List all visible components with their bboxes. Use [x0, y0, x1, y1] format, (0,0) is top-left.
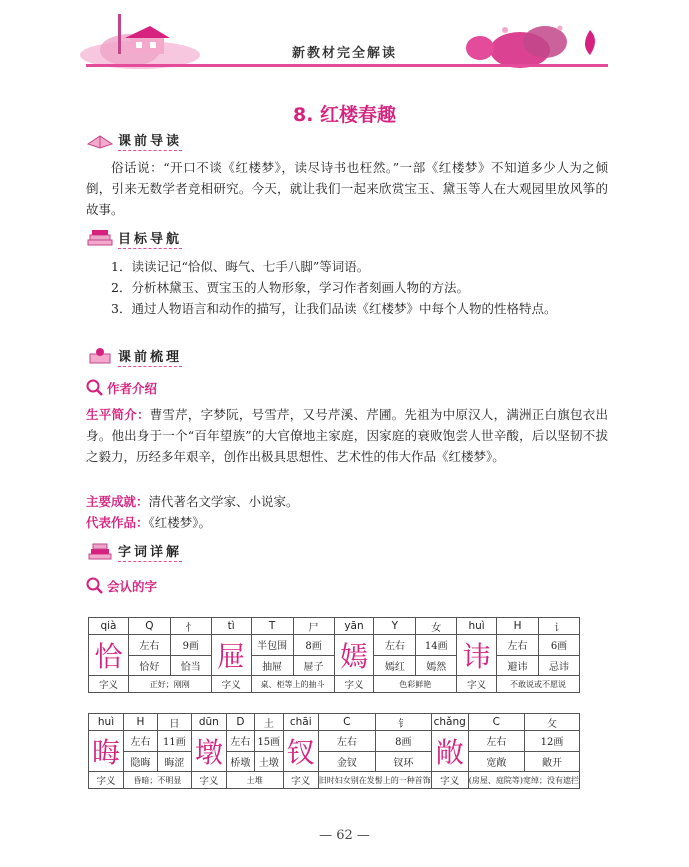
word-cell: 抽屉 — [251, 655, 293, 676]
word-cell: 隐晦 — [124, 751, 158, 772]
meaning-label: 字义 — [457, 676, 497, 693]
letter-cell: T — [251, 618, 293, 635]
meaning-label: 字义 — [211, 676, 251, 693]
goal-item: 3．通过人物语言和动作的描写，让我们品读《红楼梦》中每个人物的性格特点。 — [111, 301, 557, 316]
strokes-cell: 9画 — [170, 635, 211, 656]
meaning-cell: 色彩鲜艳 — [374, 676, 457, 693]
lesson-title: 8. 红楼春趣 — [292, 104, 397, 126]
flower-book-icon — [86, 346, 114, 366]
meaning-row — [89, 772, 580, 789]
letter-cell: H — [497, 618, 539, 635]
section-vocab-heading — [86, 539, 182, 563]
radical-cell: 讠 — [539, 618, 580, 635]
word-cell: 忌讳 — [539, 655, 580, 676]
letter-cell: Q — [128, 618, 170, 635]
goal-item: 1．读读记记“恰似、晦气、七手八脚”等词语。 — [111, 259, 370, 274]
char-table-2 — [88, 713, 580, 789]
radical-cell: 忄 — [170, 618, 211, 635]
vocab-subtitle: 会认的字 — [107, 579, 158, 594]
goal-item: 2．分析林黛玉、贾宝玉的人物形象，学习作者刻画人物的方法。 — [111, 280, 469, 295]
magnifier-icon — [86, 577, 104, 595]
big-character: 敞 — [431, 731, 468, 772]
meaning-cell: 不敢说或不愿说 — [497, 676, 580, 693]
meaning-label: 字义 — [89, 772, 124, 789]
pinyin-cell: huì — [89, 714, 124, 731]
meaning-label: 字义 — [431, 772, 468, 789]
words-row — [89, 751, 580, 772]
pinyin-cell: yān — [334, 618, 374, 635]
meaning-cell: 桌、柜等上的抽斗 — [251, 676, 334, 693]
book-icon — [86, 130, 114, 150]
pinyin-cell: huì — [457, 618, 497, 635]
word-cell: 桥墩 — [226, 751, 254, 772]
radical-cell: 土 — [254, 714, 283, 731]
guide-paragraph: 俗话说：“开口不谈《红楼梦》，读尽诗书也枉然。”一部《红楼梦》不知道多少人为之倾倒，引来无数学者竞相研究。今天，就让我们一起来欣赏宝玉、黛玉等人在大观园里放风筝的故事。 — [86, 160, 608, 217]
stacked-books-icon — [86, 541, 114, 561]
radical-cell: 钅 — [375, 714, 431, 731]
vocab-subheading — [86, 576, 157, 596]
life-text: 曹雪芹，字梦阮，号雪芹，又号芹溪、芹圃。先祖为中原汉人，满洲正白旗包衣出身。他出身于一个“百年望族”的大官僚地主家庭，因家庭的衰败饱尝人世辛酸，后以坚韧不拔之毅力，历经多年艰辛，创作出极具思想性、艺术性的伟大作品《红楼梦》。 — [86, 407, 608, 464]
meaning-label: 字义 — [283, 772, 318, 789]
strokes-cell: 8画 — [375, 731, 431, 752]
word-cell: 嫣红 — [374, 655, 416, 676]
strokes-cell: 6画 — [539, 635, 580, 656]
letter-cell: Y — [374, 618, 416, 635]
structure-row — [89, 731, 580, 752]
word-cell: 土墩 — [254, 751, 283, 772]
structure-cell: 半包围 — [251, 635, 293, 656]
strokes-cell: 15画 — [254, 731, 283, 752]
big-character: 恰 — [89, 635, 129, 676]
section-goals-title: 目标导航 — [118, 228, 182, 249]
char-table-1 — [88, 617, 580, 693]
author-subheading — [86, 378, 157, 398]
pinyin-cell: qià — [89, 618, 129, 635]
meaning-label: 字义 — [191, 772, 226, 789]
radical-cell: 攵 — [524, 714, 579, 731]
meaning-cell: (房屋、庭院等)宽绰；没有遮拦 — [468, 772, 579, 789]
word-cell: 避讳 — [497, 655, 539, 676]
pinyin-cell: chāi — [283, 714, 318, 731]
section-guide-title: 课前导读 — [118, 130, 182, 151]
radical-cell: 日 — [157, 714, 191, 731]
section-vocab-title: 字词详解 — [118, 541, 182, 562]
section-guide-heading — [86, 128, 182, 152]
section-review-title: 课前梳理 — [118, 346, 182, 367]
meaning-cell: 正好；刚刚 — [128, 676, 211, 693]
letter-cell: C — [468, 714, 524, 731]
big-character: 嫣 — [334, 635, 374, 676]
magnifier-icon — [86, 379, 104, 397]
structure-cell: 左右 — [374, 635, 416, 656]
achievement-text: 清代著名文学家、小说家。 — [148, 494, 299, 509]
word-cell: 宽敞 — [468, 751, 524, 772]
works-text: 《红楼梦》。 — [148, 515, 212, 530]
pinyin-cell: dūn — [191, 714, 226, 731]
radical-cell: 尸 — [293, 618, 334, 635]
meaning-cell: 旧时妇女别在发髻上的一种首饰 — [318, 772, 431, 789]
meaning-cell: 昏暗；不明显 — [124, 772, 192, 789]
big-character: 讳 — [457, 635, 497, 676]
works-label: 代表作品： — [86, 515, 149, 530]
author-works — [86, 512, 608, 533]
strokes-cell: 8画 — [293, 635, 334, 656]
header-rule — [86, 64, 608, 67]
big-character: 墩 — [191, 731, 226, 772]
author-achievement — [86, 491, 608, 512]
header-title: 新教材完全解读 — [291, 46, 397, 61]
structure-cell: 左右 — [128, 635, 170, 656]
meaning-cell: 土堆 — [226, 772, 283, 789]
pinyin-row — [89, 618, 580, 635]
big-character: 晦 — [89, 731, 124, 772]
word-cell: 屉子 — [293, 655, 334, 676]
pinyin-row — [89, 714, 580, 731]
structure-cell: 左右 — [226, 731, 254, 752]
page-number: — 62 — — [319, 828, 370, 843]
section-review-heading — [86, 344, 182, 368]
word-cell: 敞开 — [524, 751, 579, 772]
letter-cell: H — [124, 714, 158, 731]
meaning-label: 字义 — [334, 676, 374, 693]
structure-row — [89, 635, 580, 656]
letter-cell: C — [318, 714, 375, 731]
page-header — [0, 0, 689, 80]
structure-cell: 左右 — [468, 731, 524, 752]
word-cell: 金钗 — [318, 751, 375, 772]
structure-cell: 左右 — [124, 731, 158, 752]
strokes-cell: 14画 — [416, 635, 457, 656]
pinyin-cell: tì — [211, 618, 251, 635]
word-cell: 恰当 — [170, 655, 211, 676]
structure-cell: 左右 — [497, 635, 539, 656]
strokes-cell: 12画 — [524, 731, 579, 752]
goals-list — [86, 256, 608, 319]
author-life — [86, 404, 608, 467]
word-cell: 钗环 — [375, 751, 431, 772]
meaning-row — [89, 676, 580, 693]
section-goals-heading — [86, 226, 182, 250]
big-character: 屉 — [211, 635, 251, 676]
strokes-cell: 11画 — [157, 731, 191, 752]
header-decoration-icon — [0, 0, 689, 80]
books-stack-icon — [86, 228, 114, 248]
life-label: 生平简介： — [86, 407, 150, 422]
big-character: 钗 — [283, 731, 318, 772]
author-subtitle: 作者介绍 — [107, 381, 158, 396]
pinyin-cell: chǎng — [431, 714, 468, 731]
structure-cell: 左右 — [318, 731, 375, 752]
letter-cell: D — [226, 714, 254, 731]
achievement-label: 主要成就： — [86, 494, 149, 509]
word-cell: 恰好 — [128, 655, 170, 676]
word-cell: 晦涩 — [157, 751, 191, 772]
meaning-label: 字义 — [89, 676, 129, 693]
word-cell: 嫣然 — [416, 655, 457, 676]
radical-cell: 女 — [416, 618, 457, 635]
